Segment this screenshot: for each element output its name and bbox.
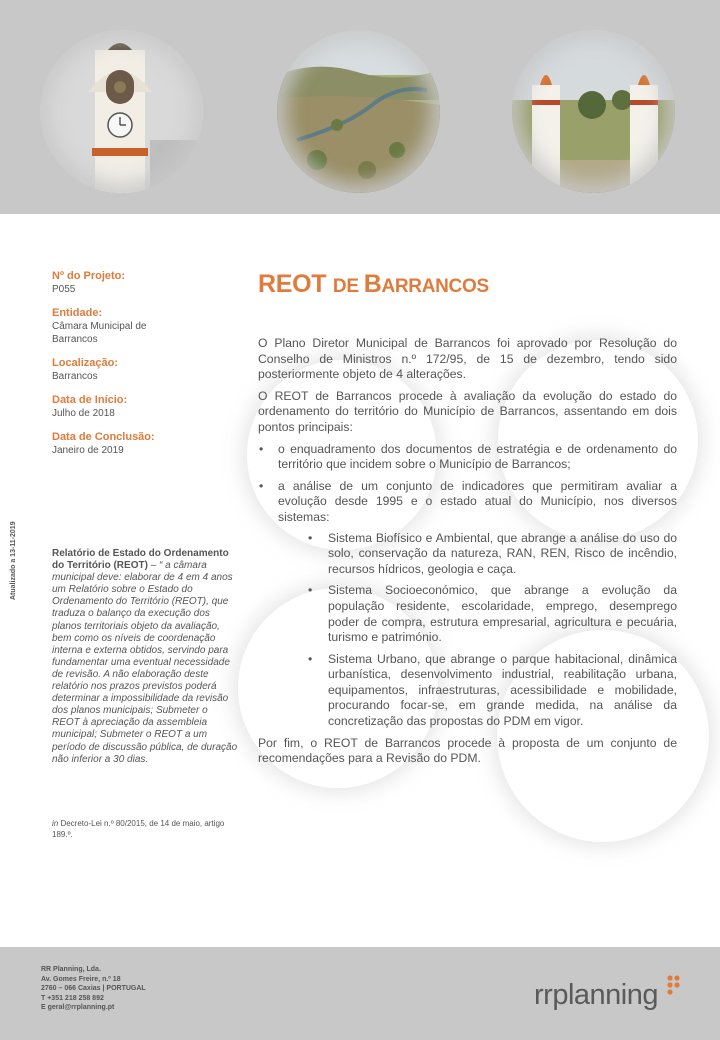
title-arrancos: ARRANCOS [381,276,489,297]
footer-address [41,965,146,1013]
end-date-value: Janeiro de 2019 [52,445,124,456]
title-de: DE [332,276,364,297]
note-quote: “ a câmara municipal deve: elaborar de 4 em 4 anos um Relatório sobre o Estado do Ordenamento do Território (REOT), que traduza o balanço da execução dos planos territoriais objeto da avaliação, bem como os níveis de coordenação interna e externa obtidos, servindo para fundamentar uma eventual necessidade de revisão. A não elaboração deste relatório nos prazos previstos poderá determinar a impossibilidade da revisão dos planos municipais; Submeter o REOT à apreciação da assembleia municipal; Submeter o REOT a um período de discussão pública, de duração não inferior a 30 dias. [52,560,238,765]
bullet-2-text: a análise de um conjunto de indicadores que permitiram avaliar a evolução desde 1995 e o estado atual do Município, nos diversos sistemas: [278,478,677,524]
systems-list [278,531,677,730]
page-title [258,270,489,299]
project-meta [52,270,222,468]
note-dash: – [147,560,160,572]
company-name: RR Planning, Lda. [41,966,101,973]
title-reot: REOT [258,270,333,298]
rrplanning-logo [534,972,684,1022]
note-title: Relatório de Estado do Ordenamento do Território (REOT) [52,548,229,572]
logo-text: rrplanning [534,979,658,1011]
entity-value: Câmara Municipal de Barrancos [52,321,147,345]
project-number-value: P055 [52,284,76,295]
main-points-list [258,442,677,730]
ref-text: Decreto-Lei n.º 80/2015, de 14 de maio, artigo 189.º. [52,819,225,839]
list-item: • o enquadramento dos documentos de estratégia e de ordenamento do território que incidem sobre o Município de Barrancos; [258,442,677,473]
header-band [0,0,720,214]
title-b: B [363,270,382,298]
paragraph-3: Por fim, o REOT de Barrancos procede à proposta de um conjunto de recomendações para a Revisão do PDM. [258,735,677,766]
updated-date: Atualizado a 13-11-2019 [10,521,17,600]
list-item: • Sistema Socioeconómico, que abrange a evolução da população residente, escolaridade, emprego, desemprego poder de compra, estrutura empresarial, agricultura e pecuária, turismo e património. [298,583,677,645]
river-valley-photo [277,30,440,193]
list-item [258,479,677,730]
start-date-value: Julho de 2018 [52,408,115,419]
list-item: • Sistema Biofísico e Ambiental, que abrange a análise do uso do solo, conservação da natureza, RAN, REN, Risco de incêndio, recursos hídricos, geologia e caça. [298,531,677,578]
church-bell-tower-photo [40,30,203,193]
location-label: Localização: [52,357,119,369]
street-address: Av. Gomes Freire, n.º 18 [41,975,121,983]
body-text [258,336,677,773]
start-date-label: Data de Início: [52,394,128,406]
ref-in: in [52,819,59,828]
reot-definition-note [52,548,238,766]
end-date-label: Data de Conclusão: [52,431,155,443]
paragraph-1: O Plano Diretor Municipal de Barrancos foi aprovado por Resolução do Conselho de Ministros n.º 172/95, de 15 de dezembro, tendo sido posteriormente objeto de 4 alterações. [258,336,677,382]
phone-number: T +351 218 258 892 [41,994,104,1002]
email-address: E geral@rrplanning.pt [41,1004,115,1012]
paragraph-2: O REOT de Barrancos procede à avaliação da evolução do estado do ordenamento do território do Município de Barrancos, assentando em dois pontos principais: [258,388,677,434]
city-address: 2760 – 066 Caxias | PORTUGAL [41,985,146,993]
project-number-label: Nº do Projeto: [52,270,126,282]
location-value: Barrancos [52,371,98,382]
gate-pillars-photo [512,30,675,193]
list-item: • Sistema Urbano, que abrange o parque habitacional, dinâmica urbanística, desenvolvimento industrial, reabilitação urbana, equipamentos, infraestruturas, acessibilidade e mobilidade, procurando focar-se, em grande medida, na análise da concretização das propostas do PDM em vigor. [298,652,677,730]
legal-reference [52,818,238,840]
entity-label: Entidade: [52,307,103,319]
